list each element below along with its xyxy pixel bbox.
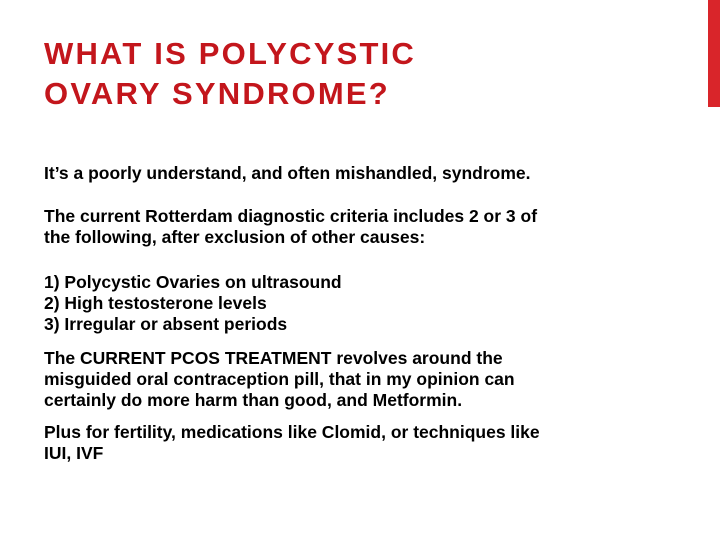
text-line: The current Rotterdam diagnostic criteria includes 2 or 3 of bbox=[44, 206, 538, 226]
criteria-list bbox=[44, 272, 684, 335]
list-item: 2) High testosterone levels bbox=[44, 293, 267, 313]
criteria-paragraph bbox=[44, 206, 684, 248]
text-line: misguided oral contraception pill, that in my opinion can bbox=[44, 369, 515, 389]
text-line: IUI, IVF bbox=[44, 443, 104, 463]
text-line: The CURRENT PCOS TREATMENT revolves around the bbox=[44, 348, 503, 368]
accent-bar bbox=[708, 0, 720, 107]
list-item: 1) Polycystic Ovaries on ultrasound bbox=[44, 272, 342, 292]
slide-title bbox=[44, 34, 684, 114]
list-item: 3) Irregular or absent periods bbox=[44, 314, 288, 334]
title-line: OVARY SYNDROME? bbox=[44, 76, 390, 111]
text-line: certainly do more harm than good, and Metformin. bbox=[44, 390, 463, 410]
text-line: It’s a poorly understand, and often mishandled, syndrome. bbox=[44, 163, 531, 183]
treatment-paragraph bbox=[44, 348, 684, 411]
text-line: the following, after exclusion of other causes: bbox=[44, 227, 426, 247]
slide-body bbox=[44, 163, 684, 464]
fertility-paragraph bbox=[44, 422, 684, 464]
text-line: Plus for fertility, medications like Clomid, or techniques like bbox=[44, 422, 540, 442]
title-line: WHAT IS POLYCYSTIC bbox=[44, 36, 417, 71]
intro-paragraph bbox=[44, 163, 684, 184]
